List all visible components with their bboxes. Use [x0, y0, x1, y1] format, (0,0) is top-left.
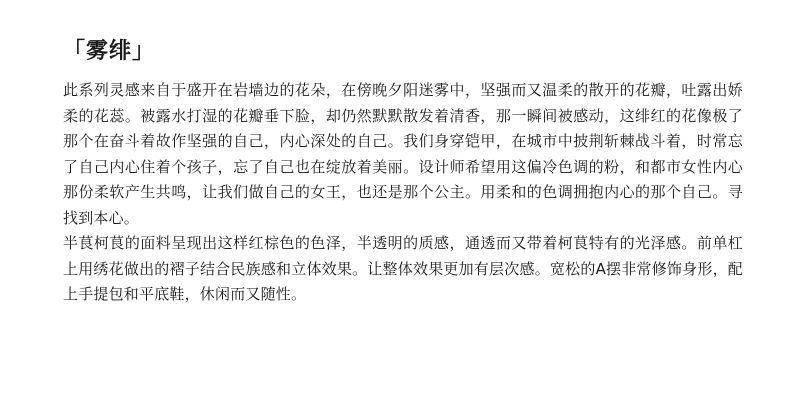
- paragraph-fabric: 半茛柯茛的面料呈现出这样红棕色的色泽，半透明的质感，通透而又带着柯茛特有的光泽感。前单杠上用绣花做出的褶子结合民族感和立体效果。让整体效果更加有层次感。宽松的A摆非常修饰身形，配上手提包和平底鞋，休闲而又随性。: [63, 234, 743, 303]
- paragraph-inspiration: 此系列灵感来自于盛开在岩墙边的花朵，在傍晚夕阳迷雾中，坚强而又温柔的散开的花瓣，吐露出娇柔的花蕊。被露水打湿的花瓣垂下脸，却仍然默默散发着清香，那一瞬间被感动，这绯红的花像极了那个在奋斗着故作坚强的自己，内心深处的自己。我们身穿铠甲，在城市中披荆斩棘战斗着，时常忘了自己内心住着个孩子，忘了自己也在绽放着美丽。设计师希望用这偏冷色调的粉，和都市女性内心那份柔软产生共鸣，让我们做自己的女王，也还是那个公主。用柔和的色调拥抱内心的那个自己。寻找到本心。: [63, 81, 743, 227]
- document-title: 「雾绯」: [63, 39, 156, 64]
